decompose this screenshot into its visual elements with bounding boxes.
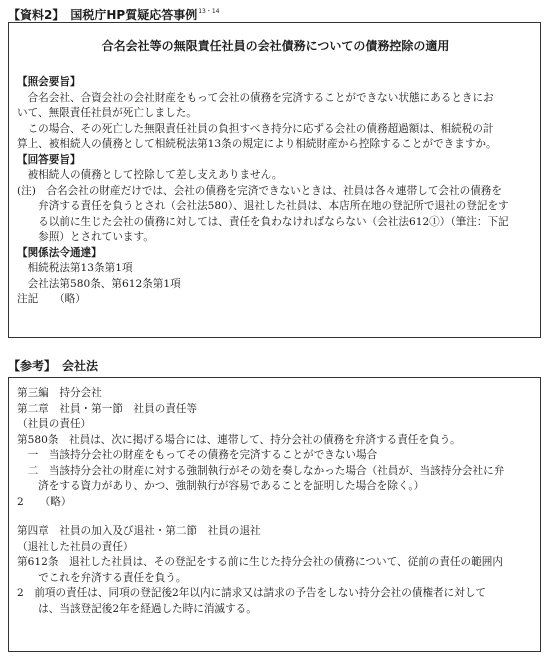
answer-line: (注) 合名会社の財産だけでは、会社の債務を完済できないときは、社員は各々連帯して会社の債務を	[17, 184, 502, 197]
law-line: 第三編 持分会社	[17, 387, 102, 399]
answer-line: る以前に生じた会社の債務に対しては、責任を負わなければならない（会社法612①）（筆注：下記	[17, 215, 509, 228]
companies-act-box	[8, 377, 541, 652]
section2-title: 会社法	[62, 359, 99, 373]
related-laws-heading: 【関係法令通達】	[17, 246, 102, 259]
paragraph-gap	[17, 510, 534, 524]
law-line: 第612条 退社した社員は、その登記をする前に生じた持分会社の債務について、従前の責任の範囲内	[17, 556, 503, 568]
law-line: 第二章 社員・第一節 社員の責任等	[17, 402, 198, 415]
section1-heading	[8, 4, 219, 23]
inquiry-heading: 【照会要旨】	[17, 76, 81, 88]
section1-title: 国税庁HP質疑応答事例	[70, 8, 198, 22]
answer-line: 参照）とされています。	[17, 231, 154, 243]
inquiry-line: 合名会社、合資会社の会社財産をもって会社の債務を完済することができない状態にあるときにお	[17, 91, 494, 104]
law-line: でこれを弁済する責任を負う。	[17, 571, 187, 584]
law-line: 一 当該持分会社の財産をもってその債務を完済することができない場合	[17, 449, 378, 461]
section1-label: 【資料2】	[8, 8, 65, 22]
law-line: は、当該登記後2年を経過した時に消滅する。	[17, 602, 257, 615]
law-line: 2 前項の責任は、同項の登記後2年以内に請求又は請求の予告をしない持分会社の債権者に対して	[17, 587, 487, 599]
law-line: 2 （略）	[17, 495, 72, 508]
inquiry-line: 算上、被相続人の債務として相続税法第13条の規定により相続財産から控除することができますか。	[17, 138, 497, 150]
document-title: 合名会社等の無限責任社員の会社債務についての債務控除の適用	[101, 39, 450, 53]
footnote-ref: 13・14	[198, 8, 220, 15]
law-line: 第580条 社員は、次に掲げる場合には、連帯して、持分会社の債務を弁済する責任を負う。	[17, 433, 461, 446]
law-line: 第四章 社員の加入及び退社・第二節 社員の退社	[17, 525, 261, 537]
law-line: （社員の責任）	[17, 418, 92, 430]
related-law-line: 会社法第580条、第612条第1項	[17, 277, 181, 290]
related-law-line: 相続税法第13条第1項	[17, 262, 133, 274]
inquiry-line: この場合、その死亡した無限責任社員の負担すべき持分に応ずる会社の債務超過額は、相続税の計	[17, 122, 494, 135]
inquiry-line: いて、無限責任社員が死亡しました。	[17, 107, 197, 119]
law-line: 二 当該持分会社の財産に対する強制執行がその効を奏しなかった場合（社員が、当該持分会社に弁	[17, 464, 505, 477]
law-line: （退社した社員の責任）	[17, 540, 134, 553]
law-line: 済をする資力があり、かつ、強制執行が容易であることを証明した場合を除く。）	[17, 480, 425, 492]
qa-box	[8, 22, 541, 338]
answer-line: 被相続人の債務として控除して差し支えありません。	[17, 169, 283, 181]
note-line: 注記 （略）	[17, 293, 86, 305]
section2-heading	[8, 358, 98, 374]
section2-label: 【参考】	[8, 359, 57, 373]
answer-line: 弁済する責任を負うとされ（会社法580）、退社した社員は、本店所在地の登記所で退社の登記をす	[17, 200, 509, 212]
answer-heading: 【回答要旨】	[17, 153, 81, 166]
